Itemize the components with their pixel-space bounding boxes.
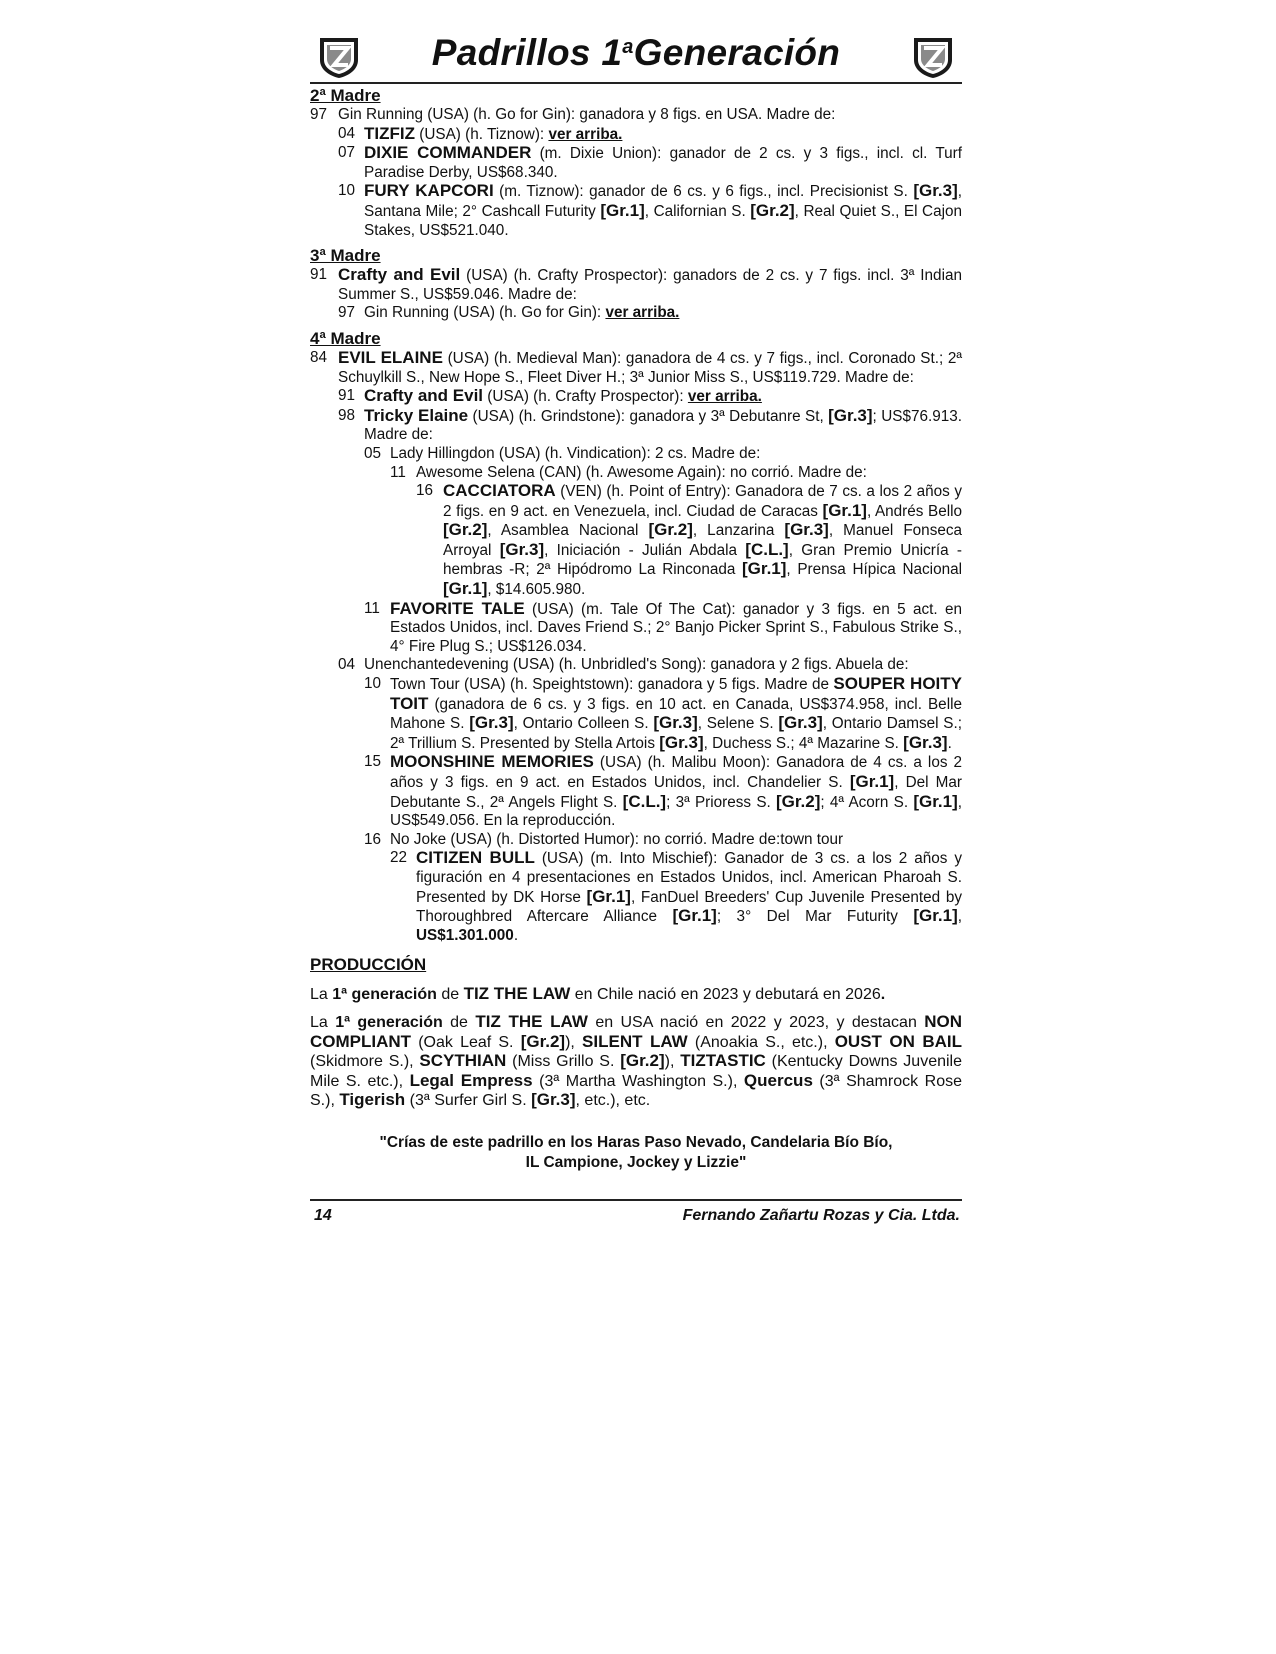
birth-year: 11 bbox=[390, 463, 406, 481]
birth-year: 91 bbox=[338, 387, 356, 405]
horse-name: NON COMPLIANT bbox=[310, 1011, 963, 1051]
text: , US$549.056. En la reproducción. bbox=[390, 793, 962, 830]
text: , FanDuel Breeders' Cup Juvenile Presented by Thoroughbred Aftercare Alliance bbox=[416, 888, 962, 926]
horse-name: SOUPER HOITY TOIT bbox=[390, 674, 962, 713]
section-title: 2ª Madre bbox=[310, 86, 381, 105]
text: , Andrés Bello bbox=[866, 502, 963, 520]
birth-year: 10 bbox=[364, 675, 382, 693]
pedigree-entry bbox=[310, 482, 962, 600]
text: (USA) (h. Crafty Prospector): bbox=[483, 388, 688, 406]
text: , Prensa Hípica Nacional bbox=[786, 561, 962, 579]
birth-year: 22 bbox=[390, 849, 408, 867]
bold-text: 1ª generación bbox=[335, 1013, 443, 1031]
text: ), bbox=[664, 1053, 681, 1071]
pedigree-entry bbox=[310, 266, 962, 304]
birth-year: 16 bbox=[364, 830, 382, 848]
pedigree-entry bbox=[310, 675, 962, 753]
text: (Anoakia S., etc.), bbox=[687, 1033, 835, 1051]
pedigree-entry bbox=[310, 445, 962, 464]
grade-badge: [Gr.2] bbox=[776, 791, 821, 811]
section-title: 3ª Madre bbox=[310, 246, 381, 266]
horse-name: EVIL ELAINE bbox=[338, 347, 443, 367]
page-header bbox=[310, 30, 962, 84]
text: , Manuel Fonseca Arroyal bbox=[443, 522, 963, 559]
text: (Oak Leaf S. bbox=[411, 1033, 521, 1051]
quote-line: "Crías de este padrillo en los Haras Paso Nevado, Candelaria Bío Bío, bbox=[379, 1133, 893, 1151]
bold-text: US$1.301.000 bbox=[416, 926, 514, 944]
grade-badge: [Gr.2] bbox=[750, 200, 795, 220]
text: Lady Hillingdon (USA) (h. Vindication): 2 cs. Madre de: bbox=[390, 444, 761, 462]
bold-text: 1ª generación bbox=[332, 986, 437, 1004]
grade-badge: [Gr.1] bbox=[742, 559, 787, 579]
grade-badge: [Gr.3] bbox=[499, 539, 545, 559]
zr-shield-logo-icon bbox=[910, 34, 956, 80]
pedigree-entry bbox=[310, 600, 962, 657]
grade-badge: [Gr.3] bbox=[659, 732, 704, 752]
see-above-link[interactable]: ver arriba. bbox=[687, 388, 762, 406]
pedigree-entry bbox=[310, 387, 962, 407]
pedigree-entry bbox=[310, 304, 962, 323]
produccion-paragraph bbox=[310, 985, 962, 1005]
text: de bbox=[436, 986, 464, 1004]
horse-name: MOONSHINE MEMORIES bbox=[390, 752, 594, 772]
text: Unenchantedevening (USA) (h. Unbridled's Song): ganadora y 2 figs. Abuela de: bbox=[364, 656, 909, 674]
text: , Californian S. bbox=[644, 202, 751, 220]
quote-line: IL Campione, Jockey y Lizzie" bbox=[525, 1153, 747, 1171]
text: ; US$76.913. Madre de: bbox=[364, 407, 963, 444]
horse-name: TIZ THE LAW bbox=[463, 984, 571, 1004]
pedigree-entry bbox=[310, 656, 962, 675]
birth-year: 16 bbox=[416, 482, 434, 500]
text: , Real Quiet S., El Cajon Stakes, US$521.040. bbox=[364, 202, 962, 239]
text: (USA) (h. Medieval Man): ganadora de 4 cs. y 7 figs., incl. Coronado St.; 2ª Schuylkill S., New Hope S., Fleet Diver H.; 3ª Junior Miss S., US$119.729. Madre de: bbox=[338, 349, 962, 386]
grade-badge: [Gr.1] bbox=[600, 200, 645, 220]
grade-badge: [Gr.2] bbox=[520, 1031, 566, 1051]
grade-badge: [Gr.1] bbox=[822, 500, 867, 520]
horse-name: TIZ THE LAW bbox=[475, 1011, 588, 1031]
birth-year: 98 bbox=[338, 406, 356, 424]
page bbox=[310, 30, 962, 1229]
horse-name: Legal Empress bbox=[409, 1070, 533, 1090]
text: (3ª Surfer Girl S. bbox=[405, 1092, 532, 1110]
text: (m. Dixie Union): ganador de 2 cs. y 3 figs., incl. cl. Turf Paradise Derby, US$68.340. bbox=[364, 145, 962, 181]
horse-name: CITIZEN BULL bbox=[416, 848, 535, 868]
text: (USA) (h. Malibu Moon): Ganadora de 4 cs. a los 2 años y 3 figs. en 9 act. en Estados Unidos, incl. Chandelier S. bbox=[390, 754, 963, 791]
horse-name: TIZTASTIC bbox=[680, 1051, 766, 1071]
page-title: Padrillos 1$^a$Generación bbox=[431, 32, 841, 73]
haras-quote bbox=[310, 1133, 962, 1173]
grade-badge: [Gr.1] bbox=[443, 579, 488, 599]
grade-badge: [Gr.3] bbox=[778, 713, 823, 733]
grade-badge: [Gr.1] bbox=[913, 906, 958, 926]
text: Gin Running (USA) (h. Go for Gin): bbox=[364, 304, 606, 322]
company-name: Fernando Zañartu Rozas y Cia. Ltda. bbox=[682, 1206, 960, 1224]
produccion-title: PRODUCCIÓN bbox=[310, 955, 427, 975]
horse-name: DIXIE COMMANDER bbox=[364, 143, 532, 163]
text: (ganadora de 6 cs. y 3 figs. en 10 act. en Canada, US$374.958, incl. Belle Mahone S. bbox=[390, 695, 962, 733]
grade-badge: [Gr.3] bbox=[469, 713, 514, 733]
grade-badge: [Gr.3] bbox=[903, 732, 948, 752]
text: , Iniciación - Julián Abdala bbox=[544, 541, 746, 559]
horse-name: OUST ON BAIL bbox=[834, 1031, 962, 1051]
text: . bbox=[947, 734, 952, 752]
horse-name: Tricky Elaine bbox=[364, 405, 469, 425]
text: , Duchess S.; 4ª Mazarine S. bbox=[703, 734, 904, 752]
grade-badge: [Gr.3] bbox=[531, 1090, 576, 1110]
text: , Santana Mile; 2° Cashcall Futurity bbox=[364, 183, 962, 220]
horse-name: FURY KAPCORI bbox=[364, 181, 494, 201]
grade-badge: [Gr.3] bbox=[784, 520, 829, 540]
grade-badge: [Gr.2] bbox=[443, 520, 488, 540]
text: (Skidmore S.), bbox=[310, 1053, 420, 1071]
grade-badge: [Gr.3] bbox=[913, 181, 958, 201]
text: (m. Tiznow): ganador de 6 cs. y 6 figs., incl. Precisionist S. bbox=[493, 183, 914, 201]
pedigree-entry bbox=[310, 125, 962, 145]
pedigree-entry bbox=[310, 349, 962, 387]
birth-year: 04 bbox=[338, 656, 356, 674]
see-above-link[interactable]: ver arriba. bbox=[605, 304, 680, 322]
text: , Gran Premio Unicría -hembras -R; 2ª Hipódromo La Rinconada bbox=[443, 541, 962, 579]
text: No Joke (USA) (h. Distorted Humor): no corrió. Madre de:town tour bbox=[390, 830, 844, 848]
text: (3ª Martha Washington S.), bbox=[532, 1072, 744, 1090]
see-above-link[interactable]: ver arriba. bbox=[548, 125, 623, 143]
birth-year: 91 bbox=[310, 266, 328, 284]
grade-badge: [Gr.1] bbox=[672, 906, 717, 926]
text: , Ontario Colleen S. bbox=[513, 715, 654, 733]
text: Gin Running (USA) (h. Go for Gin): ganadora y 8 figs. en USA. Madre de: bbox=[338, 106, 836, 123]
grade-badge: [Gr.3] bbox=[828, 405, 873, 425]
grade-badge: [C.L.] bbox=[745, 539, 789, 559]
horse-name: Crafty and Evil bbox=[364, 386, 484, 406]
text: , bbox=[957, 908, 962, 926]
text: ; 4ª Acorn S. bbox=[820, 793, 914, 811]
birth-year: 10 bbox=[338, 182, 356, 200]
text: , Lanzarina bbox=[692, 522, 785, 540]
produccion-paragraph bbox=[310, 1013, 962, 1111]
text: (USA) (m. Into Mischief): Ganador de 3 cs. a los 2 años y figuración en 4 presentaciones en Estados Unidos, incl. American Pharoah S. Presented by DK Horse bbox=[416, 850, 962, 906]
text: (USA) (h. Crafty Prospector): ganadors de 2 cs. y 7 figs. incl. 3ª Indian Summer S., US$59.046. Madre de: bbox=[338, 267, 962, 303]
horse-name: CACCIATORA bbox=[443, 481, 556, 501]
horse-name: SILENT LAW bbox=[582, 1031, 688, 1051]
grade-badge: [Gr.2] bbox=[620, 1051, 665, 1071]
horse-name: FAVORITE TALE bbox=[390, 598, 525, 618]
text: en Chile nació en 2023 y debutará en 2026 bbox=[570, 986, 881, 1004]
horse-name: Quercus bbox=[743, 1070, 813, 1090]
birth-year: 15 bbox=[364, 753, 382, 771]
text: ; 3° Del Mar Futurity bbox=[716, 908, 914, 926]
pedigree-entry bbox=[310, 144, 962, 182]
text: en USA nació en 2022 y 2023, y destacan bbox=[587, 1013, 925, 1031]
text: (USA) (h. Tiznow): bbox=[414, 125, 549, 143]
pedigree-entry bbox=[310, 407, 962, 445]
text: , Selene S. bbox=[697, 715, 779, 733]
page-number: 14 bbox=[314, 1206, 332, 1224]
text: ), bbox=[565, 1033, 583, 1051]
text: (USA) (m. Tale Of The Cat): ganador y 3 figs. en 5 act. en Estados Unidos, incl. Daves Friend S.; 2° Banjo Picker Sprint S., Fabulous Strike S., 4° Fire Plug S.; US$126.034. bbox=[390, 600, 963, 655]
text: (Miss Grillo S. bbox=[506, 1053, 621, 1071]
pedigree-entry bbox=[310, 464, 962, 483]
pedigree-entry bbox=[310, 182, 962, 240]
text: (USA) (h. Grindstone): ganadora y 3ª Debutanre St, bbox=[468, 407, 829, 425]
text: Awesome Selena (CAN) (h. Awesome Again): no corrió. Madre de: bbox=[416, 463, 867, 481]
grade-badge: [C.L.] bbox=[622, 791, 667, 811]
pedigree-entry bbox=[310, 849, 962, 945]
grade-badge: [Gr.3] bbox=[653, 713, 698, 733]
text: (VEN) (h. Point of Entry): Ganadora de 7 cs. a los 2 años y 2 figs. en 9 act. en Venezuela, incl. Ciudad de Caracas bbox=[443, 483, 962, 520]
text: (3ª Shamrock Rose S.), bbox=[310, 1072, 962, 1110]
birth-year: 84 bbox=[310, 348, 328, 366]
birth-year: 97 bbox=[338, 304, 356, 322]
birth-year: 04 bbox=[338, 124, 356, 142]
text: (Kentucky Downs Juvenile Mile S. etc.), bbox=[310, 1053, 963, 1090]
text: de bbox=[442, 1013, 476, 1031]
text: , Del Mar Debutante S., 2ª Angels Flight S. bbox=[390, 774, 962, 811]
pedigree-entry bbox=[310, 106, 962, 125]
text: La bbox=[310, 1013, 336, 1031]
birth-year: 11 bbox=[364, 599, 380, 617]
pedigree-content bbox=[310, 86, 962, 945]
text: , etc.), etc. bbox=[575, 1092, 651, 1110]
pedigree-entry bbox=[310, 831, 962, 850]
produccion-body bbox=[310, 985, 962, 1111]
grade-badge: [Gr.1] bbox=[913, 791, 958, 811]
text: La bbox=[310, 986, 333, 1004]
text: , $14.605.980. bbox=[487, 581, 586, 599]
birth-year: 05 bbox=[364, 444, 382, 462]
section-title: 4ª Madre bbox=[310, 328, 381, 348]
text: ; 3ª Prioress S. bbox=[666, 793, 776, 811]
horse-name: Tigerish bbox=[339, 1090, 406, 1110]
grade-badge: [Gr.1] bbox=[849, 772, 895, 791]
grade-badge: [Gr.2] bbox=[648, 520, 693, 540]
text: Town Tour (USA) (h. Speightstown): ganadora y 5 figs. Madre de bbox=[390, 676, 834, 694]
text: . bbox=[513, 926, 519, 944]
grade-badge: [Gr.1] bbox=[586, 886, 631, 906]
horse-name: Crafty and Evil bbox=[338, 265, 461, 285]
horse-name: SCYTHIAN bbox=[419, 1051, 507, 1071]
page-footer bbox=[310, 1199, 962, 1229]
pedigree-entry bbox=[310, 753, 962, 830]
bold-text: . bbox=[880, 986, 886, 1004]
birth-year: 07 bbox=[338, 144, 356, 162]
birth-year: 97 bbox=[310, 106, 328, 123]
horse-name: TIZFIZ bbox=[364, 123, 415, 143]
text: , Asamblea Nacional bbox=[487, 522, 649, 540]
text: , Ontario Damsel S.; 2ª Trillium S. Presented by Stella Artois bbox=[390, 715, 962, 752]
